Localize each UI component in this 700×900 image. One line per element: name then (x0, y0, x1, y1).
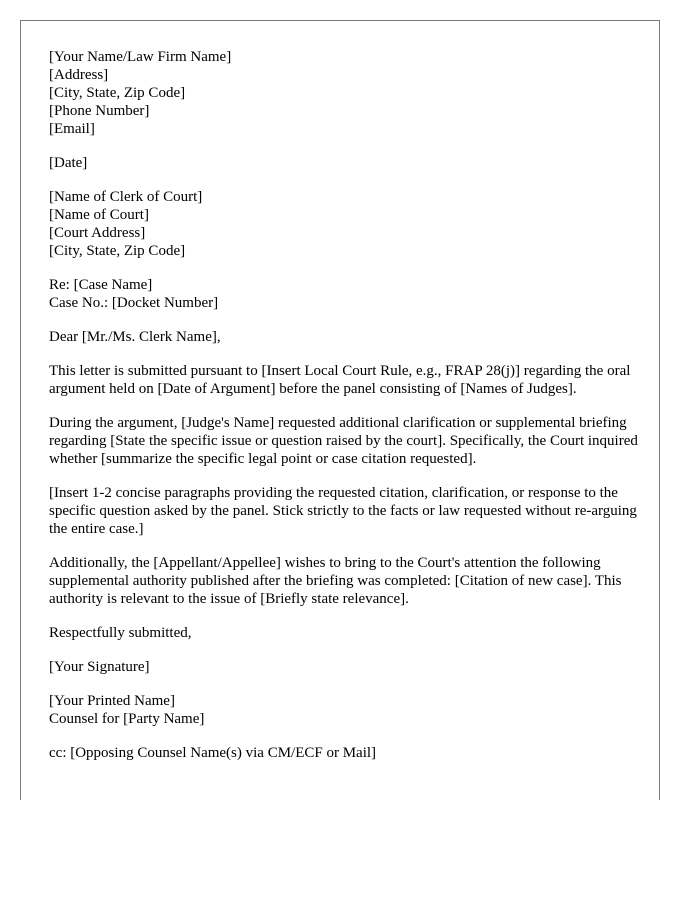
sender-city-state-zip: [City, State, Zip Code] (49, 85, 186, 101)
printed-name-block (49, 692, 639, 728)
counsel-for: Counsel for [Party Name] (49, 711, 205, 727)
re-line: Re: [Case Name] (49, 277, 153, 293)
body-paragraph: This letter is submitted pursuant to [Insert Local Court Rule, e.g., FRAP 28(j)] regarding the oral argument held on [Date of Argument] before the panel consisting of [Names of Judges]. (49, 363, 631, 397)
sender-address: [Address] (49, 67, 109, 83)
body-paragraph: Additionally, the [Appellant/Appellee] wishes to bring to the Court's attention the following supplemental authority published after the briefing was completed: [Citation of new case]. This authority is relevant to the issue of [Briefly state relevance]. (49, 555, 622, 607)
salutation: Dear [Mr./Ms. Clerk Name], (49, 329, 221, 345)
signature: [Your Signature] (49, 659, 150, 675)
case-number-line: Case No.: [Docket Number] (49, 295, 219, 311)
reference-block (49, 276, 639, 312)
recipient-clerk-name: [Name of Clerk of Court] (49, 189, 203, 205)
cc-line: cc: [Opposing Counsel Name(s) via CM/ECF or Mail] (49, 745, 377, 761)
sender-phone: [Phone Number] (49, 103, 150, 119)
sender-email: [Email] (49, 121, 95, 137)
recipient-block (49, 188, 639, 260)
sender-block (49, 48, 639, 138)
date-block (49, 154, 639, 172)
letter-body (49, 48, 639, 778)
body-paragraph: [Insert 1-2 concise paragraphs providing the requested citation, clarification, or response to the specific question asked by the panel. Stick strictly to the facts or law requested without re-arguing the entire case.] (49, 485, 637, 537)
recipient-court-name: [Name of Court] (49, 207, 149, 223)
recipient-city-state-zip: [City, State, Zip Code] (49, 243, 186, 259)
body-paragraph: During the argument, [Judge's Name] requested additional clarification or supplemental briefing regarding [State the specific issue or question raised by the court]. Specifically, the Court inquired whether [summarize the specific legal point or case citation requested]. (49, 415, 638, 467)
closing: Respectfully submitted, (49, 625, 192, 641)
printed-name: [Your Printed Name] (49, 693, 175, 709)
recipient-court-address: [Court Address] (49, 225, 146, 241)
letter-date: [Date] (49, 155, 88, 171)
sender-name: [Your Name/Law Firm Name] (49, 49, 232, 65)
